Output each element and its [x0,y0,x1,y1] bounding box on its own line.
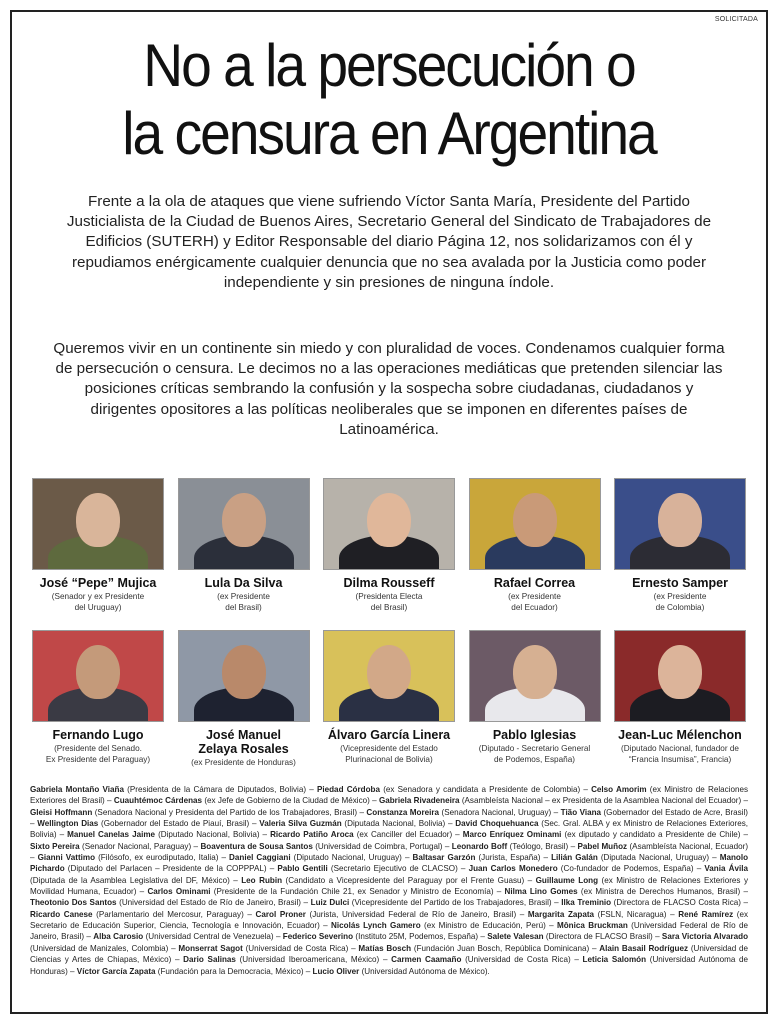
signatory-list-name: Carlos Ominami [147,887,211,897]
signatory-list-role: (Senadora Nacional y Presidenta del Partido de los Trabajadores, Brasil) [94,807,358,817]
signatory-list-name: Sara Victoria Alvarado [661,932,749,942]
signatory-list-role: (Parlamentario del Mercosur, Paraguay) [96,909,244,919]
signatory-role-line-2: Ex Presidente del Paraguay) [45,755,151,764]
signatory-list-name: Luiz Dulci [310,898,350,908]
signatory-list-role: (Vicepresidente del Partido de los Trabajadores, Brasil) [351,898,552,908]
signatory-name: Rafael Correa [493,576,576,590]
signatory-list-role: (Universidad de Manizales, Colombia) [30,943,169,953]
signatory-list-name: David Choquehuanca [455,819,539,829]
signatory-list-role: (Co-fundador de Podemos, España) [560,864,694,874]
signatory-card [614,630,746,768]
signatory-role-line-1: (Vicepresidente del Estado [340,744,438,753]
signatory-list-role: (Secretario Ejecutivo de CLACSO) [330,864,458,874]
signatory-list-name: Manuel Canelas Jaime [67,830,156,840]
signatory-name: José “Pepe” Mujica [39,576,157,590]
signatory-list-role: (ex Canciller del Ecuador) [356,830,453,840]
photo-row-2 [32,630,746,768]
signatory-role-line-1: (ex Presidente [217,592,270,601]
signatory-list-role: (Diputado del Parlacen – Presidente de la COPPPAL) [67,864,267,874]
signatory-role [614,591,746,613]
signatory-list-role: (Diputado Nacional, Uruguay) [293,853,402,863]
signatory-list-role: (Presidente de la Fundación Chile 21, ex Senador y Ministro de Economía) [213,887,494,897]
portrait-photo [178,478,310,570]
signatory-list-name: Leo Rubin [241,875,283,885]
signatory-list-role: (Fundación para la Democracia, México) [157,966,304,976]
signatory-list-role: (Diputada de la Asamblea Legislativa del DF, México) [30,875,230,885]
signatory-role-line-2: del Ecuador) [511,603,558,612]
intro-paragraph-2: Queremos vivir en un continente sin miedo y con pluralidad de voces. Condenamos cualquier forma de persecución o censura. Le decimos no a las operaciones mediáticas que pretenden silenciar las posiciones críticas sembrando la confusión y la sospecha sobre ciudadanas, ciudadanos y dirigentes opositores a las políticas neoliberales que se imponen en diferentes países de Latinoamérica. [53,340,725,438]
signatory-list-role: (Gobernador del Estado de Acre, Brasil) [603,807,749,817]
signatory-list-name: Daniel Caggiani [229,853,291,863]
signatory-card [469,630,601,768]
signatory-list-name: Gabriela Montaño Viaña [30,785,124,794]
signatory-list-name: René Ramírez [678,909,734,919]
signatory-name: Dilma Rousseff [343,576,435,590]
signatory-list-name: Marco Enríquez Ominami [462,830,562,840]
signatory-list-role: (Teólogo, Brasil) [509,841,569,851]
signatory-list-name: Vania Ávila [704,864,749,874]
signatory-list-role: (ex Ministro de Relaciones Exteriores y Movilidad Humana, Ecuador) [30,875,748,897]
signatory-card [178,630,310,768]
signatory-list-role: (Jurista, Universidad Federal de Río de Janeiro, Brasil) [309,909,517,919]
signatory-list-name: Leonardo Boff [451,841,508,851]
signatory-card [32,630,164,768]
signatory-card [32,478,164,613]
signatory-list-role: (Universidad de Costa Rica) [245,943,349,953]
signatory-list-name: Guillaume Long [535,875,599,885]
portrait-photo [614,478,746,570]
portrait-photo [323,478,455,570]
signatory-list-role: (Asambleísta Nacional, Ecuador) [629,841,749,851]
signatory-list-name: Gianni Vattimo [37,853,96,863]
signatory-role-line-2: del Brasil) [370,603,408,612]
signatory-list-role: (Universidad de Coimbra, Portugal) [315,841,443,851]
signatory-list-name: Nilma Lino Gomes [504,887,578,897]
signatory-card [469,478,601,613]
headline-line-2: la censura en Argentina [122,100,656,167]
signatory-role [178,757,310,768]
signatory-role-line-2: “Francia Insumisa”, Francia) [628,755,732,764]
signatory-list-name: Margarita Zapata [527,909,595,919]
signatory-role-line-1: (Senador y ex Presidente [51,592,145,601]
signatory-list-role: (ex Jefe de Gobierno de la Ciudad de México) [204,796,370,806]
signatory-list-name: Boaventura de Sousa Santos [200,841,313,851]
signatory-role-line-2: del Uruguay) [74,603,122,612]
portrait-photo [32,478,164,570]
signatory-card [178,478,310,613]
signatory-list-name: Pablo Gentili [277,864,328,874]
signatory-list-name: Gleisi Hoffmann [30,807,93,817]
signatory-list-role: (Jurista, España) [478,853,541,863]
signatory-list-name: Wellington Dias [37,819,99,829]
signatory-list-role: (Directora de FLACSO Brasil) [545,932,653,942]
signatory-name: Fernando Lugo [52,728,144,742]
signatory-list-name: Carol Proner [255,909,306,919]
signatory-list-role: (ex Ministra de Derechos Humanos, Brasil) [580,887,741,897]
signatory-role-line-2: de Podemos, España) [493,755,575,764]
signatory-list-role: (Diputada Nacional, Bolivia) [344,819,446,829]
signatory-role [469,591,601,613]
signatory-list-name: Lilián Galán [551,853,598,863]
signatory-name: Ernesto Samper [632,576,728,590]
signatory-list-role: (FSLN, Nicaragua) [597,909,667,919]
signatory-list-name: Valeria Silva Guzmán [259,819,342,829]
signatory-role [32,743,164,765]
signatory-list-role: (ex diputado y candidato a Presidente de Chile) [564,830,741,840]
signatory-list-role: (Presidenta de la Cámara de Diputados, Bolivia) [127,785,307,794]
headline [42,32,736,168]
signatory-list-name: Cuauhtémoc Cárdenas [113,796,203,806]
signatory-name: Pablo Iglesias [492,728,577,742]
signatory-list-name: Constanza Moreira [366,807,440,817]
signatory-list-role: (Senadora Nacional, Uruguay) [441,807,552,817]
portrait-photo [469,478,601,570]
signatory-name: Jean-Luc Mélenchon [618,728,742,742]
signatory-role-line-2: Plurinacional de Bolivia) [345,755,433,764]
signatory-list-role: (ex Secretario de Educación Superior, Ciencia, Tecnología e Innovación, Ecuador) [30,909,749,931]
signatory-card [614,478,746,613]
signatory-list-name: Pabel Muñoz [577,841,628,851]
signatory-list-role: (Senador Nacional, Paraguay) [82,841,192,851]
signatory-list-name: Federico Severino [282,932,354,942]
signatory-role [614,743,746,765]
signatory-role-line-1: (Diputado - Secretario General [478,744,591,753]
signatory-list-name: Juan Carlos Monedero [468,864,558,874]
signatory-role-line-2: del Brasil) [225,603,262,612]
signatory-list-name: Dario Salinas [183,955,236,965]
signatory-name: Álvaro García Linera [327,728,451,742]
signatory-list-name: Monserrat Sagot [178,943,243,953]
signatory-list-name: Víctor García Zapata [76,966,156,976]
signatory-list-name: Tião Viana [560,807,602,817]
signatory-name: Lula Da Silva [204,576,283,590]
photo-row-1 [32,478,746,613]
signatory-list-role: (Filósofo, ex eurodiputado, Italia) [98,853,219,863]
portrait-photo [469,630,601,722]
signatory-list-name: Gabriela Rivadeneira [378,796,460,806]
signatory-card [323,630,455,768]
signatory-role-line-1: (ex Presidente [653,592,707,601]
portrait-photo [178,630,310,722]
signatory-role [32,591,164,613]
signatory-list-name: Ilka Treminio [561,898,612,908]
signatory-list-role: (ex Ministro de Relaciones Exteriores del Brasil) [30,785,749,806]
signatory-role-line-1: (ex Presidente [508,592,561,601]
signatory-list-role: (Fundación Juan Bosch, República Dominicana) [413,943,590,953]
signatory-list-role: (Universidad del Estado de Río de Janeiro, Brasil) [119,898,301,908]
newspaper-ad-page [10,10,768,1014]
signatory-list-role: (Universidad Iberoamericana, México) [239,955,380,965]
signatory-list-name: Mônica Bruckman [557,921,628,931]
intro-paragraph-1: Frente a la ola de ataques que viene sufriendo Víctor Santa María, Presidente del Partido Justicialista de la Ciudad de Buenos Aires, Secretario General del Sindicato de Trabajadores de Edificios (SUTERH) y Editor Responsable del diario Página 12, nos solidarizamos con él y repudiamos enérgicamente cualquier denuncia que no sea avalada por la Justicia como poder independiente y sin presiones de ninguna índole. [66,193,712,291]
signatory-list-name: Baltasar Garzón [412,853,476,863]
signatory-role-line-2: de Colombia) [655,603,705,612]
portrait-photo [32,630,164,722]
signatory-list-role: (Diputado Nacional, Bolivia) [158,830,260,840]
signatory-list-name: Celso Amorim [591,785,647,794]
signatory-list-name: Piedad Córdoba [316,785,380,794]
signatory-list-name: Alba Carosio [93,932,144,942]
signatory-list-name: Lucio Oliver [312,966,360,976]
portrait-photo [323,630,455,722]
signatory-list-role: (Gobernador del Estado de Piauí, Brasil) [101,819,250,829]
signatory-list-role: (Asambleísta Nacional – ex Presidenta de la Asamblea Nacional del Ecuador) [461,796,742,806]
signatory-list-name: Manolo Pichardo [30,853,749,874]
signatory-role [323,591,455,613]
signatory-name: José Manuel Zelaya Rosales [198,728,289,756]
signatory-list-name: Ricardo Patiño Aroca [270,830,354,840]
signatory-list-role: (Diputada Nacional, Uruguay) [600,853,710,863]
signatory-list-name: Ricardo Canese [30,909,93,919]
signatory-list-role: (ex Ministro de Educación, Perú) [424,921,546,931]
signatory-list-name: Theotonio Dos Santos [30,898,117,908]
signatory-list-role: (Instituto 25M, Podemos, España) [355,932,479,942]
signatory-list-role: (Universidad Federal de Río de Janeiro, Brasil) [30,921,749,942]
signatory-role [469,743,601,765]
signatory-list-role: (Universidad Central de Venezuela) [145,932,274,942]
portrait-photo [614,630,746,722]
signatory-list-role: (Universidad de Ciencias y Artes de Chiapas, México) [30,943,749,965]
signatory-list-name: Alain Basail Rodríguez [599,943,689,953]
signatory-list-name: Leticia Salomón [582,955,647,965]
signatory-list-role: (Universidad Autónoma de México). [361,966,490,976]
signatories-list: Gabriela Montaño Viaña (Presidenta de la Cámara de Diputados, Bolivia) – Piedad Córdoba (ex Senadora y candidata a Presidente de Colombia) – Celso Amorim (ex Ministro de Relaciones Exteriores del Brasil) – Cuauhtémoc Cárdenas (ex Jefe de Gobierno de la Ciudad de México) – Gabriela Rivadeneira (Asambleísta Nacional – ex Presidenta de la Asamblea Nacional del Ecuador) – Gleisi Hoffmann (Senadora Nacional y Presidenta del Partido de los Trabajadores, Brasil) – Constanza Moreira (Senadora Nacional, Uruguay) – Tião Viana (Gobernador del Estado de Acre, Brasil) – Wellington Dias (Gobernador del Estado de Piauí, Brasil) – Valeria Silva Guzmán (Diputada Nacional, Bolivia) – David Choquehuanca (Sec. Gral. ALBA y ex Ministro de Relaciones Exteriores, Bolivia) – Manuel Canelas Jaime (Diputado Nacional, Bolivia) – Ricardo Patiño Aroca (ex Canciller del Ecuador) – Marco Enríquez Ominami (ex diputado y candidato a Presidente de Chile) – Sixto Pereira (Senador Nacional, Paraguay) – Boaventura de Sousa Santos (Universidad de Coimbra, Portugal) – Leonardo Boff (Teólogo, Brasil) – Pabel Muñoz (Asambleísta Nacional, Ecuador) – Gianni Vattimo (Filósofo, ex eurodiputado, Italia) – Daniel Caggiani (Diputado Nacional, Uruguay) – Baltasar Garzón (Jurista, España) – Lilián Galán (Diputada Nacional, Uruguay) – Manolo Pichardo (Diputado del Parlacen – Presidente de la COPPPAL) – Pablo Gentili (Secretario Ejecutivo de CLACSO) – Juan Carlos Monedero (Co-fundador de Podemos, España) – Vania Ávila (Diputada de la Asamblea Legislativa del DF, México) – Leo Rubin (Candidato a Vicepresidente del Paraguay por el Frente Guasu) – Guillaume Long (ex Ministro de Relaciones Exteriores y Movilidad Humana, Ecuador) – Carlos Ominami (Presidente de la Fundación Chile 21, ex Senador y Ministro de Economía) – Nilma Lino Gomes (ex Ministra de Derechos Humanos, Brasil) – Theotonio Dos Santos (Universidad del Estado de Río de Janeiro, Brasil) – Luiz Dulci (Vicepresidente del Partido de los Trabajadores, Brasil) – Ilka Treminio (Directora de FLACSO Costa Rica) – Ricardo Canese (Parlamentario del Mercosur, Paraguay) – Carol Proner (Jurista, Universidad Federal de Río de Janeiro, Brasil) – Margarita Zapata (FSLN, Nicaragua) – René Ramírez (ex Secretario de Educación Superior, Ciencia, Tecnología e Innovación, Ecuador) – Nicolás Lynch Gamero (ex Ministro de Educación, Perú) – Mônica Bruckman (Universidad Federal de Río de Janeiro, Brasil) – Alba Carosio (Universidad Central de Venezuela) – Federico Severino (Instituto 25M, Podemos, España) – Salete Valesan (Directora de FLACSO Brasil) – Sara Victoria Alvarado (Universidad de Manizales, Colombia) – Monserrat Sagot (Universidad de Costa Rica) – Matías Bosch (Fundación Juan Bosch, República Dominicana) – Alain Basail Rodríguez (Universidad de Ciencias y Artes de Chiapas, México) – Dario Salinas (Universidad Iberoamericana, México) – Carmen Caamaño (Universidad de Costa Rica) – Leticia Salomón (Universidad Autónoma de Honduras) – Víctor García Zapata (Fundación para la Democracia, México) – Lucio Oliver (Universidad Autónoma de México). [30,785,749,976]
solicitada-tag: SOLICITADA [714,16,758,23]
signatory-list-role: (Sec. Gral. ALBA y ex Ministro de Relaciones Exteriores, Bolivia) [30,819,749,840]
signatory-list-name: Carmen Caamaño [391,955,462,965]
signatory-role [323,743,455,765]
signatory-list-role: (Universidad Autónoma de Honduras) [30,955,749,976]
signatory-role-line-1: (ex Presidente de Honduras) [191,758,296,767]
signatory-role [178,591,310,613]
signatory-card [323,478,455,613]
signatory-list-name: Sixto Pereira [30,841,80,851]
signatory-role-line-1: (Presidenta Electa [355,592,423,601]
headline-line-1: No a la persecución o [143,32,635,99]
signatory-list-role: (Universidad de Costa Rica) [465,955,571,965]
signatory-list-role: (Candidato a Vicepresidente del Paraguay por el Frente Guasu) [285,875,525,885]
signatory-list-name: Salete Valesan [487,932,544,942]
signatory-role-line-1: (Diputado Nacional, fundador de [621,744,739,753]
signatory-list-name: Nicolás Lynch Gamero [331,921,421,931]
signatory-role-line-1: (Presidente del Senado. [54,744,142,753]
signatory-list-role: (ex Senadora y candidata a Presidente de Colombia) [383,785,581,794]
signatory-list-name: Matías Bosch [358,943,412,953]
signatory-list-role: (Directora de FLACSO Costa Rica) [613,898,741,908]
